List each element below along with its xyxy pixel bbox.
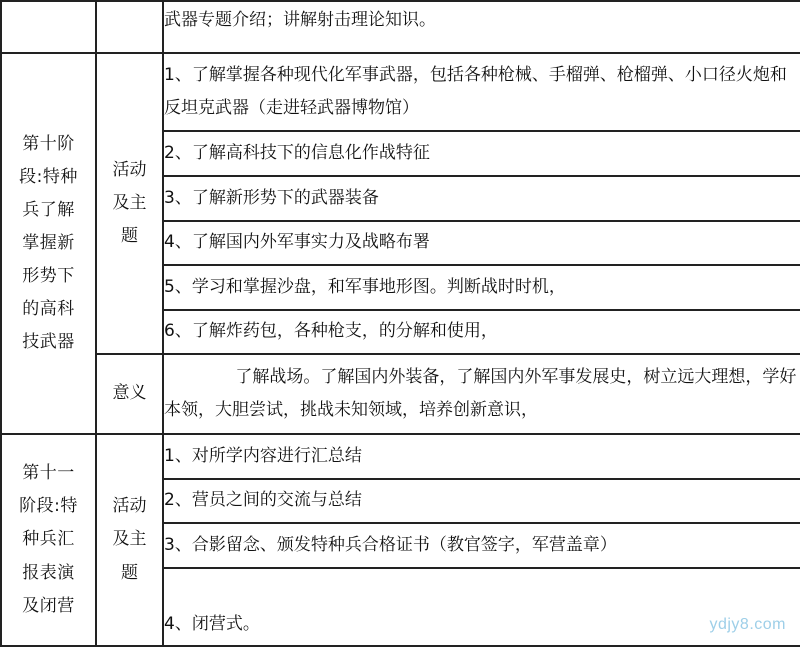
- stage11-item-4: 4、闭营式。: [163, 568, 800, 646]
- stage11-item-2: 2、营员之间的交流与总结: [163, 479, 800, 523]
- stage11-row: [1, 434, 800, 479]
- stage11-title-line: 阶段:特: [19, 496, 78, 517]
- stage10-item-2: 2、了解高科技下的信息化作战特征: [163, 131, 800, 176]
- stage10-title-line: 的高科: [22, 299, 75, 320]
- continued-item: 武器专题介绍；讲解射击理论知识。: [163, 1, 800, 53]
- activity-label-line: 题: [121, 226, 138, 247]
- watermark: ydjy8.com: [709, 616, 786, 633]
- stage11-title-line: 及闭营: [22, 595, 75, 616]
- stage11-item-3: 3、合影留念、颁发特种兵合格证书（教官签字，军营盖章）: [163, 523, 800, 568]
- stage10-title-line: 形势下: [22, 266, 75, 287]
- stage10-item-1: 1、了解掌握各种现代化军事武器，包括各种枪械、手榴弹、枪榴弹、小口径火炮和反坦克武器（走进轻武器博物馆）: [163, 53, 800, 131]
- stage10-title-line: 掌握新: [22, 232, 75, 253]
- activity-label-line: 题: [121, 562, 138, 583]
- stage10-item-6: 6、了解炸药包，各种枪支，的分解和使用，: [163, 310, 800, 354]
- stage11-title: [1, 434, 96, 646]
- continued-stage-cell: [1, 1, 96, 53]
- stage10-row: [1, 53, 800, 131]
- continued-category-cell: [96, 1, 163, 53]
- stage10-meaning-label: 意义: [96, 354, 163, 434]
- continued-row: [1, 1, 800, 53]
- stage11-title-line: 种兵汇: [22, 529, 75, 550]
- stage10-activity-label: [96, 53, 163, 354]
- stage11-activity-label: [96, 434, 163, 646]
- stage11-title-line: 报表演: [22, 562, 75, 583]
- stage10-title-line: 技武器: [22, 332, 75, 353]
- stage10-item-4: 4、了解国内外军事实力及战略布署: [163, 221, 800, 265]
- activity-label-line: 活动: [112, 159, 147, 180]
- stage10-title-line: 兵了解: [22, 199, 75, 220]
- activity-label-line: 及主: [112, 192, 147, 213]
- stage10-title-line: 第十阶: [22, 133, 75, 154]
- stage11-title-line: 第十一: [22, 463, 75, 484]
- stage10-title-line: 段:特种: [19, 166, 78, 187]
- stage10-meaning-row: [1, 354, 800, 434]
- activity-label-line: 活动: [112, 496, 147, 517]
- activity-label-line: 及主: [112, 529, 147, 550]
- stage10-item-5: 5、学习和掌握沙盘，和军事地形图。判断战时时机，: [163, 265, 800, 310]
- stage10-meaning-text: 了解战场。了解国内外装备，了解国内外军事发展史，树立远大理想，学好本领，大胆尝试，挑战未知领域，培养创新意识，: [163, 354, 800, 434]
- stage10-title: [1, 53, 96, 434]
- stage11-item-1: 1、对所学内容进行汇总结: [163, 434, 800, 479]
- stage10-item-3: 3、了解新形势下的武器装备: [163, 176, 800, 221]
